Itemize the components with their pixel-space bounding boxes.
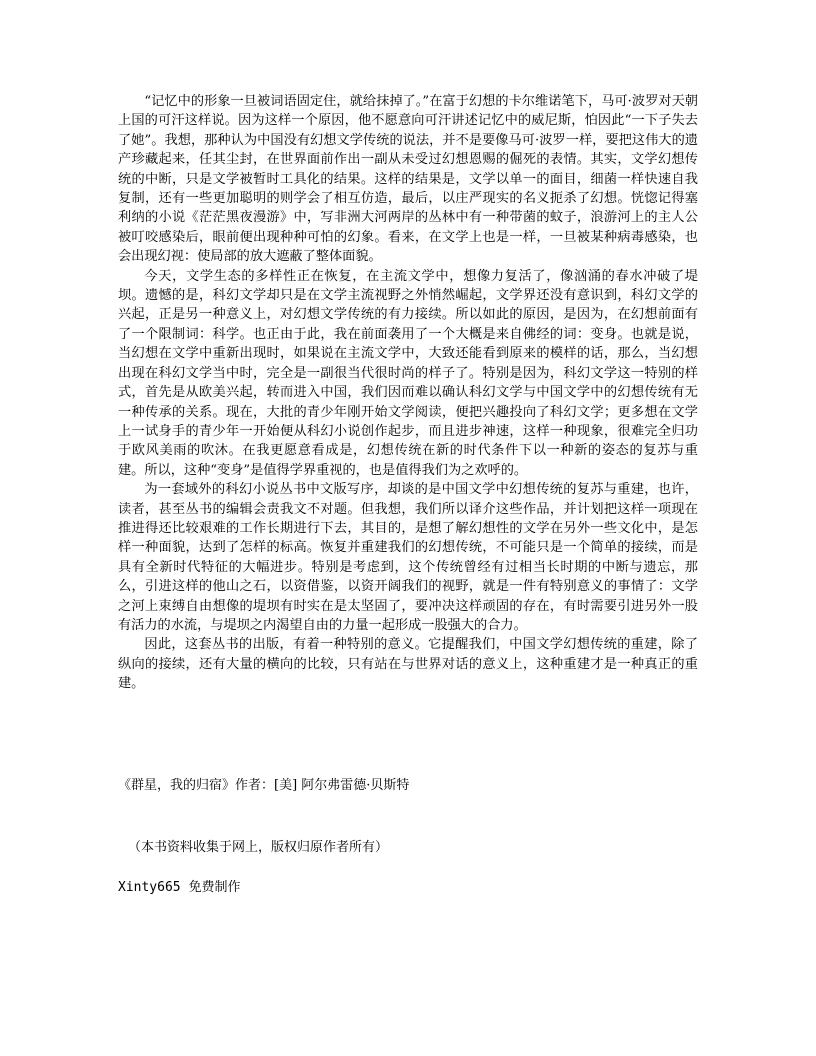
book-title-line: 《群星，我的归宿》作者：[美] 阿尔弗雷德·贝斯特 <box>118 778 410 793</box>
producer-credit: Xinty665 免费制作 <box>118 880 241 895</box>
preface-body <box>118 92 698 694</box>
paragraph-2: 今天，文学生态的多样性正在恢复，在主流文学中，想像力复活了，像汹涌的春水冲破了堤坝。遗憾的是，科幻文学却只是在文学主流视野之外悄然崛起，文学界还没有意识到，科幻文学的兴起，正是另一种意义上，对幻想文学传统的有力接续。所以如此的原因，是因为，在幻想前面有了一个限制词：科学。也正由于此，我在前面袭用了一个大概是来自佛经的词：变身。也就是说，当幻想在文学中重新出现时，如果说在主流文学中，大致还能看到原来的模样的话，那么，当幻想出现在科幻文学当中时，完全是一副很当代很时尚的样子了。特别是因为，科幻文学这一特别的样式，首先是从欧美兴起，转而进入中国，我们因而难以确认科幻文学与中国文学中的幻想传统有无一种传承的关系。现在，大批的青少年刚开始文学阅读，便把兴趣投向了科幻文学；更多想在文学上一试身手的青少年一开始便从科幻小说创作起步，而且进步神速，这样一种现象，很难完全归功于欧风美雨的吹沐。在我更愿意看成是，幻想传统在新的时代条件下以一种新的姿态的复苏与重建。所以，这种“变身”是值得学界重视的，也是值得我们为之欢呼的。 <box>118 268 698 478</box>
paragraph-4: 因此，这套丛书的出版，有着一种特别的意义。它提醒我们，中国文学幻想传统的重建，除了纵向的接续，还有大量的横向的比较，只有站在与世界对话的意义上，这种重建才是一种真正的重建。 <box>118 637 698 692</box>
paragraph-1: “记忆中的形象一旦被词语固定住，就给抹掉了。”在富于幻想的卡尔维诺笔下，马可·波罗对天朝上国的可汗这样说。因为这样一个原因，他不愿意向可汗讲述记忆中的威尼斯，怕因此“一下子失去了她”。我想，那种认为中国没有幻想文学传统的说法，并不是要像马可·波罗一样，要把这伟大的遗产珍藏起来，任其尘封，在世界面前作出一副从未受过幻想恩赐的倔死的表情。其实，文学幻想传统的中断，只是文学被暂时工具化的结果。这样的结果是，文学以单一的面目，细菌一样快速自我复制，还有一些更加聪明的则学会了相互仿造，最后，以庄严现实的名义扼杀了幻想。恍惚记得塞利纳的小说《茫茫黑夜漫游》中，写非洲大河两岸的丛林中有一种带菌的蚊子，浪游河上的主人公被叮咬感染后，眼前便出现种种可怕的幻象。看来，在文学上也是一样，一旦被某种病毒感染，也会出现幻视：使局部的放大遮蔽了整体面貌。 <box>118 94 698 265</box>
paragraph-3: 为一套域外的科幻小说丛书中文版写序，却谈的是中国文学中幻想传统的复苏与重建，也许，读者，甚至丛书的编辑会责我文不对题。但我想，我们所以译介这些作品，并计划把这样一项现在推进得还比较艰难的工作长期进行下去，其目的，是想了解幻想性的文学在另外一些文化中，是怎样一种面貌，达到了怎样的标高。恢复并重建我们的幻想传统，不可能只是一个简单的接续，而是具有全新时代特征的大幅进步。特别是考虑到，这个传统曾经有过相当长时期的中断与遗忘，那么，引进这样的他山之石，以资借鉴，以资开阔我们的视野，就是一件有特别意义的事情了：文学之河上束缚自由想像的堤坝有时实在是太坚固了，要冲决这样顽固的存在，有时需要引进另外一股有活力的水流，与堤坝之内渴望自由的力量一起形成一股强大的合力。 <box>118 482 698 633</box>
copyright-note: （本书资料收集于网上，版权归原作者所有） <box>128 840 389 855</box>
